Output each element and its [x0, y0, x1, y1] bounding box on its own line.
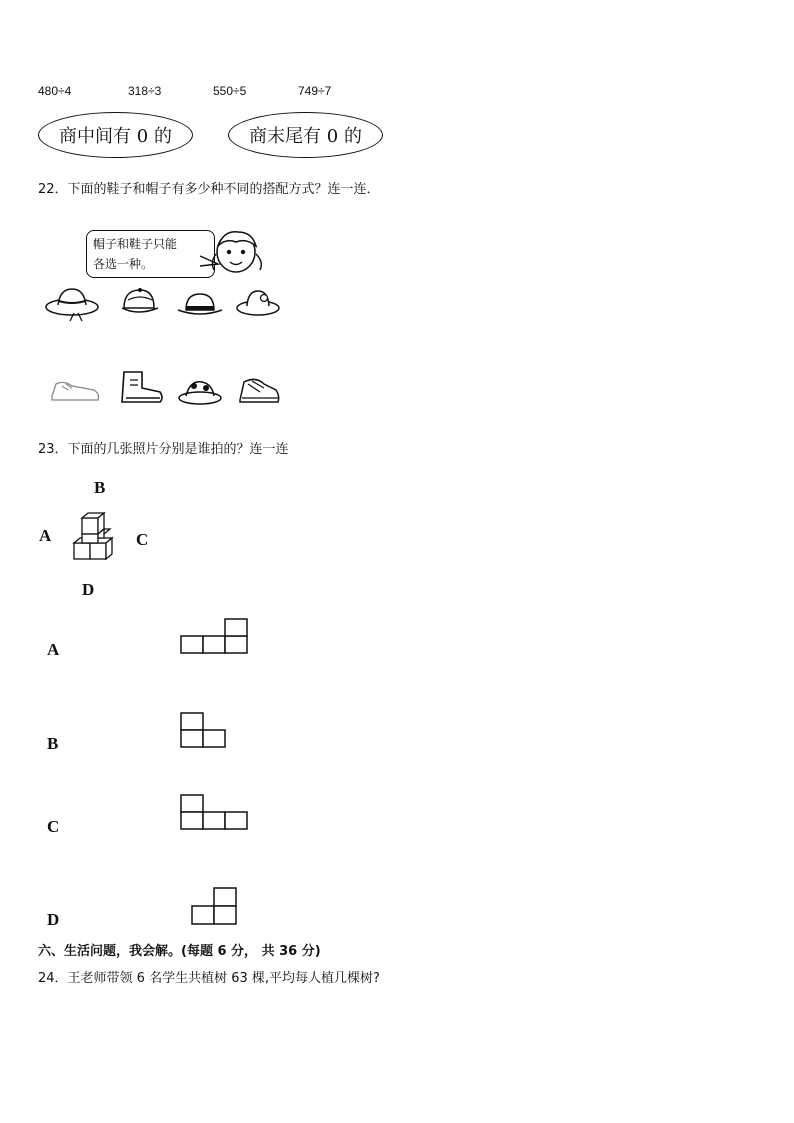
division-expression-2: 318÷3	[128, 84, 162, 98]
division-expression-3: 550÷5	[213, 84, 247, 98]
viewer-label-bottom: D	[82, 580, 95, 599]
section-6-title: 六、生活问题，我会解。(每题 6 分， 共 36 分)	[38, 944, 321, 959]
oval-label: 商末尾有 0 的	[249, 126, 362, 147]
bubble-line-1: 帽子和鞋子只能	[93, 237, 178, 251]
viewer-label-top: B	[94, 478, 106, 497]
oval-quotient-end-zero[interactable]	[228, 112, 383, 158]
view-label-d: D	[47, 910, 60, 929]
sneaker-icon[interactable]	[48, 374, 102, 406]
oval-label: 商中间有 0 的	[59, 126, 172, 147]
division-expression-1: 480÷4	[38, 84, 72, 98]
question-23-text: 23．下面的几张照片分别是谁拍的？连一连	[38, 442, 289, 457]
division-expression-4: 749÷7	[298, 84, 332, 98]
view-label-b: B	[47, 734, 59, 753]
speech-bubble	[86, 230, 215, 278]
view-c-squares[interactable]	[180, 793, 250, 831]
sandal-icon[interactable]	[176, 372, 226, 408]
viewer-label-right: C	[136, 530, 149, 549]
question-24-text: 24．王老师带领 6 名学生共植树 63 棵,平均每人植几棵树?	[38, 971, 380, 986]
cap-icon[interactable]	[118, 286, 162, 320]
view-d-squares[interactable]	[190, 886, 240, 926]
viewer-label-left: A	[39, 526, 52, 545]
oval-quotient-middle-zero[interactable]	[38, 112, 193, 158]
view-a-squares[interactable]	[180, 617, 250, 655]
question-22-text: 22．下面的鞋子和帽子有多少种不同的搭配方式？连一连．	[38, 182, 380, 197]
stacked-cubes-figure	[70, 512, 122, 566]
sport-shoe-icon[interactable]	[236, 372, 282, 408]
sun-hat-flower-icon[interactable]	[236, 286, 282, 320]
view-label-c: C	[47, 817, 60, 836]
girl-face-icon	[210, 224, 266, 280]
view-b-squares[interactable]	[180, 711, 228, 749]
hat-wide-brim-bow-icon[interactable]	[44, 285, 104, 321]
fedora-icon[interactable]	[176, 288, 224, 320]
boot-icon[interactable]	[116, 368, 166, 408]
bubble-line-2: 各选一种。	[93, 257, 154, 271]
view-label-a: A	[47, 640, 60, 659]
